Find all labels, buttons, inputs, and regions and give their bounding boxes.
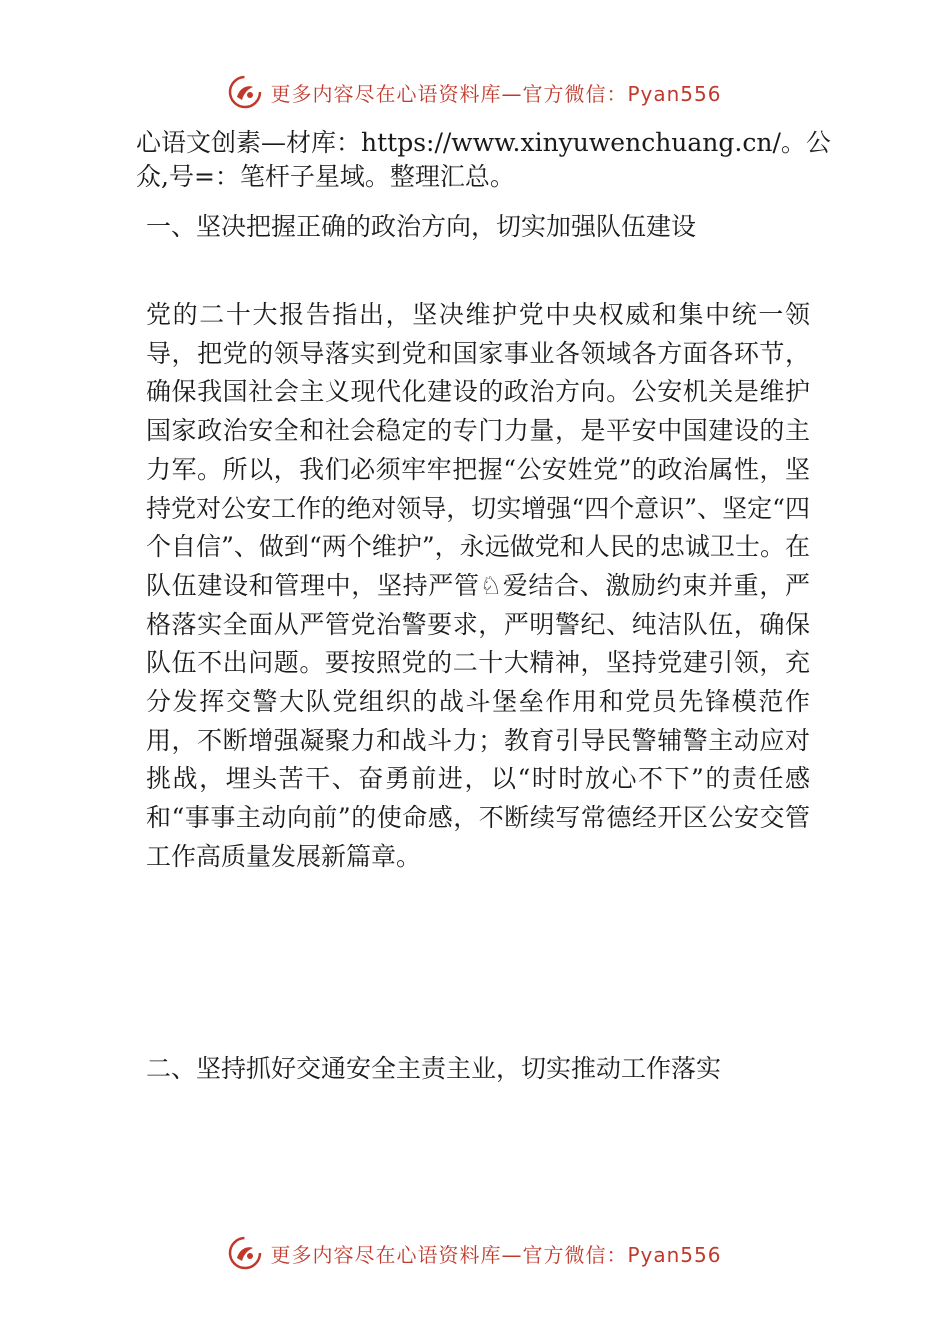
section-paragraph-1: 党的二十大报告指出，坚决维护党中央权威和集中统一领导，把党的领导落实到党和国家事业各领域各方面各环节，确保我国社会主义现代化建设的政治方向。公安机关是维护国家政治安全和社会稳定的专门力量，是平安中国建设的主力军。所以，我们必须牢牢把握“公安姓党”的政治属性，坚持党对公安工作的绝对领导，切实增强“四个意识”、坚定“四个自信”、做到“两个维护”，永远做党和人民的忠诚卫士。在队伍建设和管理中，坚持严管♘爱结合、激励约束并重，严格落实全面从严管党治警要求，严明警纪、纯洁队伍，确保队伍不出问题。要按照党的二十大精神，坚持党建引领，充分发挥交警大队党组织的战斗堡垒作用和党员先锋模范作用，不断增强凝聚力和战斗力；教育引导民警辅警主动应对挑战，埋头苦干、奋勇前进，以“时时放心不下”的责任感和“事事主动向前”的使命感，不断续写常德经开区公安交管工作高质量发展新篇章。 bbox=[146, 300, 810, 871]
flower-logo-icon bbox=[228, 75, 262, 109]
banner-text: 更多内容尽在心语资料库—官方微信：Pyan556 bbox=[270, 1242, 722, 1267]
section-heading-1: 一、坚决把握正确的政治方向，切实加强队伍建设 bbox=[146, 212, 697, 241]
header-banner bbox=[0, 70, 950, 114]
section-heading-2: 二、坚持抓好交通安全主责主业，切实推动工作落实 bbox=[146, 1054, 722, 1083]
intro-text: 心语文创素—材库：https://www.xinyuwenchuang.cn/。公众,号=：笔杆子星域。整理汇总。 bbox=[136, 128, 831, 191]
banner-text: 更多内容尽在心语资料库—官方微信：Pyan556 bbox=[270, 81, 722, 106]
flower-logo-icon bbox=[228, 1236, 262, 1270]
footer-banner bbox=[0, 1231, 950, 1275]
